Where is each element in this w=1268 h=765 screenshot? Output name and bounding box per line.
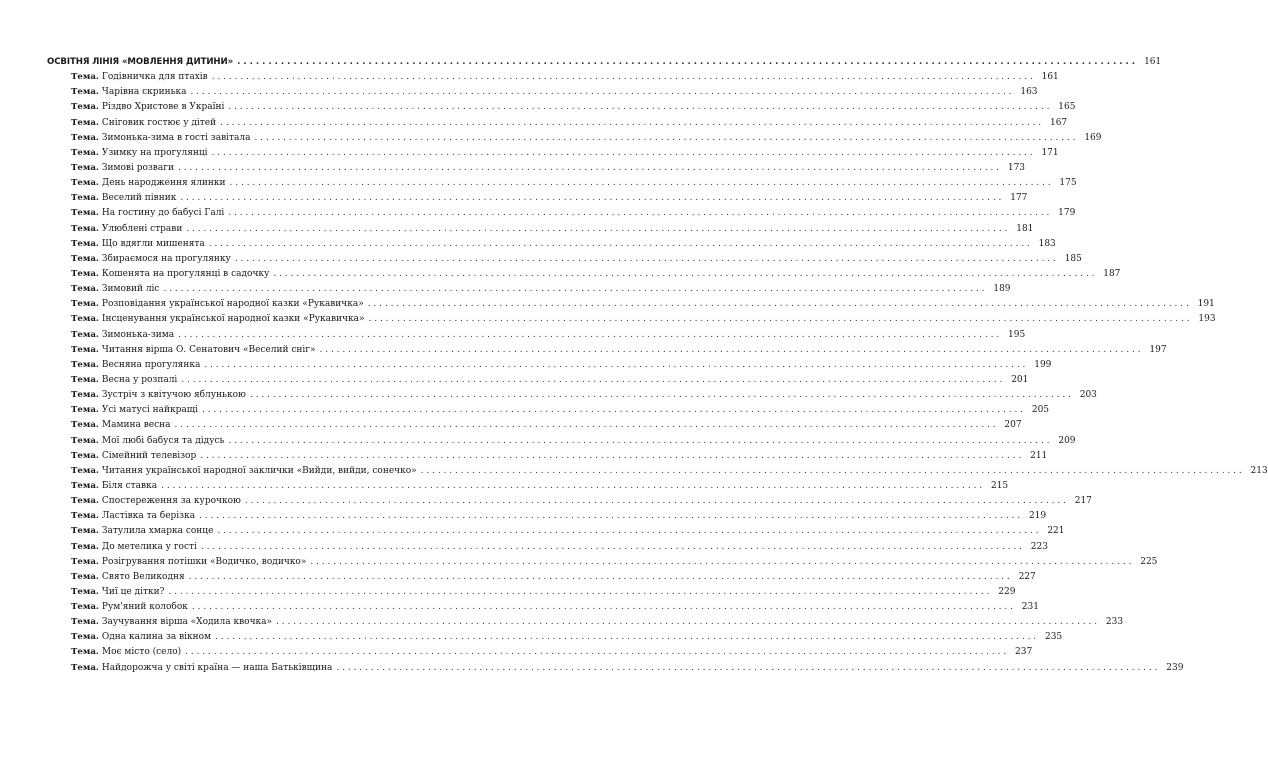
entry-prefix: Тема.	[71, 238, 99, 249]
entry-prefix: Тема.	[71, 390, 99, 401]
toc-entries-list	[47, 70, 1268, 676]
dot-leader	[180, 191, 1001, 206]
toc-entry	[47, 509, 1047, 524]
entry-prefix: Тема.	[71, 571, 99, 582]
entry-title: Інсценування української народної казки «Рукавичка»	[101, 314, 365, 325]
entry-page-number: 169	[1084, 132, 1102, 143]
entry-page-number: 213	[1250, 465, 1268, 476]
entry-prefix: Тема.	[71, 450, 99, 461]
dot-leader	[181, 373, 1002, 388]
entry-prefix: Тема.	[71, 193, 99, 204]
entry-title: Годівничка для птахів	[101, 72, 208, 83]
entry-prefix: Тема.	[71, 420, 99, 431]
entry-page-number: 211	[1030, 450, 1048, 461]
dot-leader	[189, 570, 1010, 585]
entry-page-number: 219	[1028, 511, 1047, 522]
toc-entry	[47, 161, 1026, 176]
entry-page-number: 231	[1021, 602, 1039, 613]
entry-title: Сімейний телевізор	[101, 450, 197, 461]
dot-leader	[175, 418, 996, 433]
entry-title: Мамина весна	[101, 420, 171, 431]
entry-title: Усі матусі найкращі	[101, 405, 198, 416]
entry-title: Чарівна скринька	[101, 87, 187, 98]
toc-entry	[47, 100, 1076, 115]
entry-title: Весняна прогулянка	[101, 359, 201, 370]
entry-page-number: 189	[993, 284, 1011, 295]
dot-leader	[228, 100, 1049, 115]
entry-prefix: Тема.	[71, 102, 99, 113]
dot-leader	[204, 358, 1025, 373]
entry-title: Заучування вірша «Ходила квочка»	[101, 617, 273, 628]
toc-entry	[47, 403, 1050, 418]
entry-prefix: Тема.	[71, 632, 99, 643]
toc-entry	[47, 600, 1039, 615]
entry-title: Сніговик гостює у дітей	[101, 117, 217, 128]
entry-page-number: 197	[1149, 344, 1167, 355]
entry-title: Читання вірша О. Сенатович «Веселий сніг»	[101, 344, 316, 355]
dot-leader	[163, 282, 984, 297]
entry-title: Читання української народної заклички «Вийди, вийди, сонечко»	[101, 465, 417, 476]
dot-leader	[161, 479, 982, 494]
entry-page-number: 225	[1140, 556, 1158, 567]
entry-prefix: Тема.	[71, 647, 99, 658]
toc-entry	[47, 479, 1009, 494]
toc-entry	[47, 645, 1033, 660]
entry-prefix: Тема.	[71, 405, 99, 416]
toc-entry	[47, 615, 1124, 630]
entry-title: Чиї це дітки?	[101, 586, 165, 597]
toc-entry	[47, 388, 1097, 403]
toc-entry	[47, 660, 1184, 675]
entry-title: До метелика у гості	[101, 541, 197, 552]
entry-page-number: 201	[1011, 374, 1029, 385]
entry-page-number: 215	[990, 480, 1009, 491]
toc-entry	[47, 373, 1029, 388]
dot-leader	[310, 555, 1131, 570]
toc-entry	[47, 524, 1065, 539]
entry-prefix: Тема.	[71, 602, 99, 613]
entry-page-number: 173	[1007, 162, 1026, 173]
dot-leader	[201, 540, 1022, 555]
entry-prefix: Тема.	[71, 268, 99, 279]
toc-entry	[47, 433, 1076, 448]
dot-leader	[190, 85, 1011, 100]
dot-leader	[185, 645, 1006, 660]
entry-page-number: 191	[1197, 299, 1215, 310]
entry-prefix: Тема.	[71, 178, 99, 189]
entry-title: Узимку на прогулянці	[101, 147, 208, 158]
dot-leader	[228, 434, 1049, 449]
entry-prefix: Тема.	[71, 541, 99, 552]
entry-prefix: Тема.	[71, 526, 99, 537]
entry-title: Затулила хмарка сонце	[101, 526, 214, 537]
section-title: ОСВІТНЯ ЛІНІЯ «МОВЛЕННЯ ДИТИНИ»	[47, 57, 234, 67]
entry-prefix: Тема.	[71, 344, 99, 355]
entry-prefix: Тема.	[71, 253, 99, 264]
toc-entry	[47, 312, 1216, 327]
dot-leader	[199, 509, 1020, 524]
toc-entry	[47, 115, 1068, 130]
dot-leader	[336, 661, 1157, 676]
toc-entry	[47, 297, 1215, 312]
dot-leader	[230, 176, 1051, 191]
toc-entry	[47, 555, 1158, 570]
entry-page-number: 193	[1198, 314, 1216, 325]
entry-page-number: 235	[1044, 632, 1063, 643]
entry-prefix: Тема.	[71, 299, 99, 310]
section-page-number: 161	[1144, 57, 1162, 67]
toc-entry	[47, 327, 1026, 342]
entry-title: Розігрування потішки «Водичко, водичко»	[101, 556, 307, 567]
entry-page-number: 205	[1031, 405, 1050, 416]
entry-prefix: Тема.	[71, 162, 99, 173]
toc-entry	[47, 252, 1082, 267]
entry-title: Веселий півник	[101, 193, 177, 204]
dot-leader	[200, 449, 1021, 464]
dot-leader	[245, 494, 1066, 509]
entry-prefix: Тема.	[71, 435, 99, 446]
entry-prefix: Тема.	[71, 480, 99, 491]
entry-title: Свято Великодня	[101, 571, 185, 582]
entry-page-number: 185	[1064, 253, 1082, 264]
dot-leader	[202, 403, 1023, 418]
entry-title: Рум'яний колобок	[101, 602, 188, 613]
toc-entry	[47, 70, 1059, 85]
entry-page-number: 163	[1020, 87, 1038, 98]
dot-leader	[212, 146, 1033, 161]
entry-prefix: Тема.	[71, 617, 99, 628]
entry-page-number: 233	[1105, 617, 1124, 628]
dot-leader	[217, 524, 1038, 539]
entry-page-number: 239	[1166, 662, 1184, 673]
entry-prefix: Тема.	[71, 496, 99, 507]
dot-leader	[237, 55, 1135, 70]
dot-leader	[186, 222, 1007, 237]
toc-section-heading	[47, 54, 1162, 70]
toc-entry	[47, 131, 1102, 146]
toc-entry	[47, 221, 1034, 236]
entry-page-number: 179	[1058, 208, 1076, 219]
entry-prefix: Тема.	[71, 117, 99, 128]
dot-leader	[368, 297, 1189, 312]
toc-entry	[47, 449, 1048, 464]
entry-prefix: Тема.	[71, 359, 99, 370]
toc-entry	[47, 146, 1059, 161]
entry-title: Спостереження за курочкою	[101, 496, 241, 507]
toc-entry	[47, 418, 1022, 433]
toc-entry	[47, 464, 1268, 479]
entry-page-number: 227	[1018, 571, 1036, 582]
toc-entry	[47, 585, 1016, 600]
entry-title: Зимонька-зима в гості завітала	[101, 132, 251, 143]
entry-page-number: 223	[1030, 541, 1048, 552]
dot-leader	[168, 585, 989, 600]
toc-entry	[47, 206, 1076, 221]
entry-page-number: 161	[1041, 72, 1059, 83]
entry-page-number: 207	[1004, 420, 1022, 431]
dot-leader	[421, 464, 1242, 479]
dot-leader	[215, 630, 1036, 645]
entry-page-number: 177	[1010, 193, 1028, 204]
entry-page-number: 165	[1058, 102, 1076, 113]
entry-page-number: 221	[1047, 526, 1065, 537]
entry-prefix: Тема.	[71, 147, 99, 158]
entry-prefix: Тема.	[71, 465, 99, 476]
toc-entry	[47, 343, 1167, 358]
dot-leader	[209, 237, 1030, 252]
entry-title: Ластівка та берізка	[101, 511, 196, 522]
entry-prefix: Тема.	[71, 72, 99, 83]
toc-entry	[47, 176, 1077, 191]
entry-page-number: 175	[1059, 178, 1077, 189]
dot-leader	[254, 131, 1075, 146]
entry-title: Що вдягли мишенята	[101, 238, 205, 249]
entry-prefix: Тема.	[71, 556, 99, 567]
toc-entry	[47, 85, 1038, 100]
entry-page-number: 195	[1008, 329, 1026, 340]
entry-title: Моє місто (село)	[101, 647, 182, 658]
entry-title: Розповідання української народної казки «Рукавичка»	[101, 299, 364, 310]
dot-leader	[235, 252, 1056, 267]
entry-prefix: Тема.	[71, 662, 99, 673]
entry-page-number: 209	[1058, 435, 1076, 446]
dot-leader	[276, 615, 1097, 630]
entry-page-number: 203	[1079, 390, 1097, 401]
toc-entry	[47, 494, 1092, 509]
entry-prefix: Тема.	[71, 586, 99, 597]
entry-page-number: 237	[1015, 647, 1033, 658]
dot-leader	[320, 343, 1141, 358]
dot-leader	[220, 116, 1041, 131]
toc-entry	[47, 191, 1028, 206]
toc-entry	[47, 539, 1048, 554]
dot-leader	[369, 312, 1190, 327]
entry-prefix: Тема.	[71, 511, 99, 522]
entry-title: Улюблені страви	[101, 223, 183, 234]
entry-page-number: 217	[1074, 496, 1092, 507]
entry-title: Кошенята на прогулянці в садочку	[101, 268, 270, 279]
entry-title: Найдорожча у світі країна — наша Батьківщина	[101, 662, 333, 673]
entry-prefix: Тема.	[71, 87, 99, 98]
entry-prefix: Тема.	[71, 374, 99, 385]
table-of-contents	[47, 54, 1268, 676]
entry-prefix: Тема.	[71, 284, 99, 295]
toc-entry	[47, 358, 1052, 373]
entry-page-number: 187	[1103, 268, 1121, 279]
entry-page-number: 199	[1034, 359, 1052, 370]
dot-leader	[228, 206, 1049, 221]
dot-leader	[178, 328, 999, 343]
entry-title: Одна калина за вікном	[101, 632, 212, 643]
dot-leader	[273, 267, 1094, 282]
entry-title: Біля ставка	[101, 480, 158, 491]
entry-page-number: 181	[1016, 223, 1034, 234]
toc-entry	[47, 282, 1011, 297]
entry-page-number: 167	[1049, 117, 1068, 128]
entry-prefix: Тема.	[71, 223, 99, 234]
entry-page-number: 229	[998, 586, 1016, 597]
entry-title: Мої любі бабуся та дідусь	[101, 435, 225, 446]
toc-entry	[47, 237, 1056, 252]
entry-title: День народження ялинки	[101, 178, 226, 189]
entry-title: Різдво Христове в Україні	[101, 102, 225, 113]
entry-page-number: 183	[1038, 238, 1056, 249]
toc-entry	[47, 630, 1063, 645]
entry-prefix: Тема.	[71, 208, 99, 219]
entry-prefix: Тема.	[71, 314, 99, 325]
entry-title: Весна у розпалі	[101, 374, 178, 385]
entry-prefix: Тема.	[71, 132, 99, 143]
toc-entry	[47, 267, 1121, 282]
dot-leader	[192, 600, 1013, 615]
entry-title: Зимові розваги	[101, 162, 174, 173]
dot-leader	[250, 388, 1071, 403]
entry-title: Зустріч з квітучою яблунькою	[101, 390, 246, 401]
entry-title: Збираємося на прогулянку	[101, 253, 231, 264]
entry-title: Зимонька-зима	[101, 329, 175, 340]
entry-prefix: Тема.	[71, 329, 99, 340]
toc-entry	[47, 570, 1036, 585]
entry-title: Зимовий ліс	[101, 284, 160, 295]
entry-page-number: 171	[1041, 147, 1059, 158]
entry-title: На гостину до бабусі Галі	[101, 208, 225, 219]
dot-leader	[212, 70, 1033, 85]
dot-leader	[178, 161, 999, 176]
